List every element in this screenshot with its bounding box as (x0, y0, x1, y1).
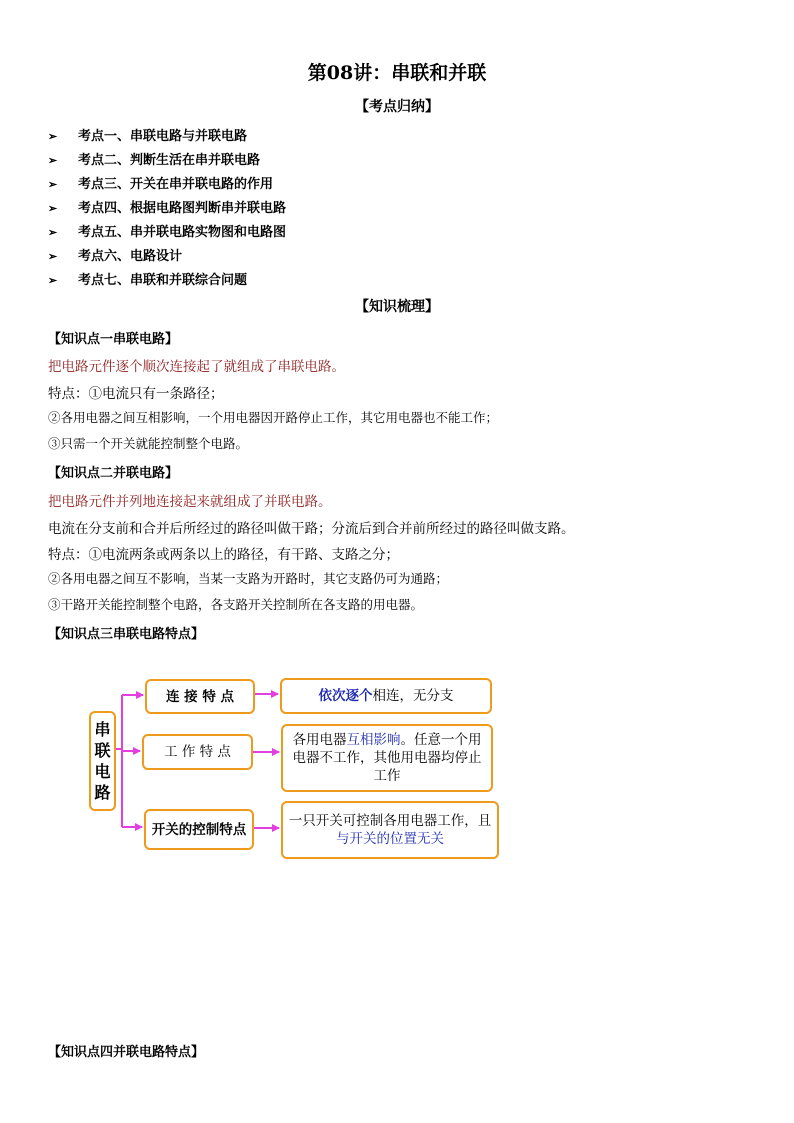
list-item-text: 考点三、开关在串并联电路的作用 (78, 177, 274, 192)
arrow-bullet-icon: ➢ (48, 274, 58, 287)
arrow-bullet-icon: ➢ (48, 154, 58, 167)
kp1-definition: 把电路元件逐个顺次连接起了就组成了串联电路。 (48, 359, 345, 375)
kp2-line: ②各用电器之间互不影响，当某一支路为开路时，其它支路仍可为通路； (48, 571, 449, 586)
highlight-text: 依次逐个 (318, 688, 373, 704)
kp1-heading: 【知识点一串联电路】 (48, 332, 179, 347)
kp2-line: 电流在分支前和合并后所经过的路径叫做干路；分流后到合并前所经过的路径叫做支路。 (48, 521, 575, 537)
list-item-text: 考点五、串并联电路实物图和电路图 (78, 225, 287, 240)
arrow-bullet-icon: ➢ (48, 178, 58, 191)
arrow-bullet-icon: ➢ (48, 130, 58, 143)
kp1-line: ②各用电器之间互相影响，一个用电器因开路停止工作，其它用电器也不能工作； (48, 410, 499, 425)
arrow-bullet-icon: ➢ (48, 250, 58, 263)
desc-text: 。任意一个用电器不工作，其他用电器均停止工作 (292, 732, 482, 784)
page-title: 第08讲：串联和并联 (307, 62, 487, 84)
desc-text: 一只开关可控制各用电器工作，且 (288, 813, 492, 829)
kp2-line: 特点：①电流两条或两条以上的路径，有干路、支路之分； (48, 547, 399, 563)
arrow-bullet-icon: ➢ (48, 226, 58, 239)
kp1-line: ③只需一个开关就能控制整个电路。 (48, 436, 249, 451)
highlight-text: 互相影响 (346, 732, 401, 748)
kp1-line: 特点：①电流只有一条路径； (48, 386, 224, 402)
diagram-desc-box (281, 724, 493, 792)
section-heading-summary: 【考点归纳】 (355, 99, 439, 115)
section-heading-knowledge: 【知识梳理】 (355, 299, 439, 315)
desc-text: 各用电器 (292, 732, 347, 748)
diagram-desc-box (281, 801, 499, 859)
kp2-heading: 【知识点二并联电路】 (48, 466, 179, 481)
arrow-bullet-icon: ➢ (48, 202, 58, 215)
diagram-label-box: 工 作 特 点 (142, 734, 253, 770)
diagram-root-box: 串联电路 (89, 711, 116, 811)
kp2-definition: 把电路元件并列地连接起来就组成了并联电路。 (48, 494, 332, 510)
list-item-text: 考点二、判断生活在串并联电路 (78, 153, 261, 168)
diagram-desc-box (280, 678, 492, 714)
list-item-text: 考点六、电路设计 (78, 249, 183, 264)
desc-text: 相连，无分支 (372, 688, 454, 704)
diagram-label-box: 开关的控制特点 (144, 809, 254, 850)
list-item-text: 考点四、根据电路图判断串并联电路 (78, 201, 287, 216)
list-item-text: 考点七、串联和并联综合问题 (78, 273, 248, 288)
highlight-text: 与开关的位置无关 (336, 831, 444, 847)
kp2-line: ③干路开关能控制整个电路，各支路开关控制所在各支路的用电器。 (48, 597, 424, 612)
kp4-heading: 【知识点四并联电路特点】 (48, 1045, 205, 1060)
diagram-label-box: 连 接 特 点 (145, 679, 255, 714)
list-item-text: 考点一、串联电路与并联电路 (78, 129, 248, 144)
kp3-heading: 【知识点三串联电路特点】 (48, 627, 205, 642)
